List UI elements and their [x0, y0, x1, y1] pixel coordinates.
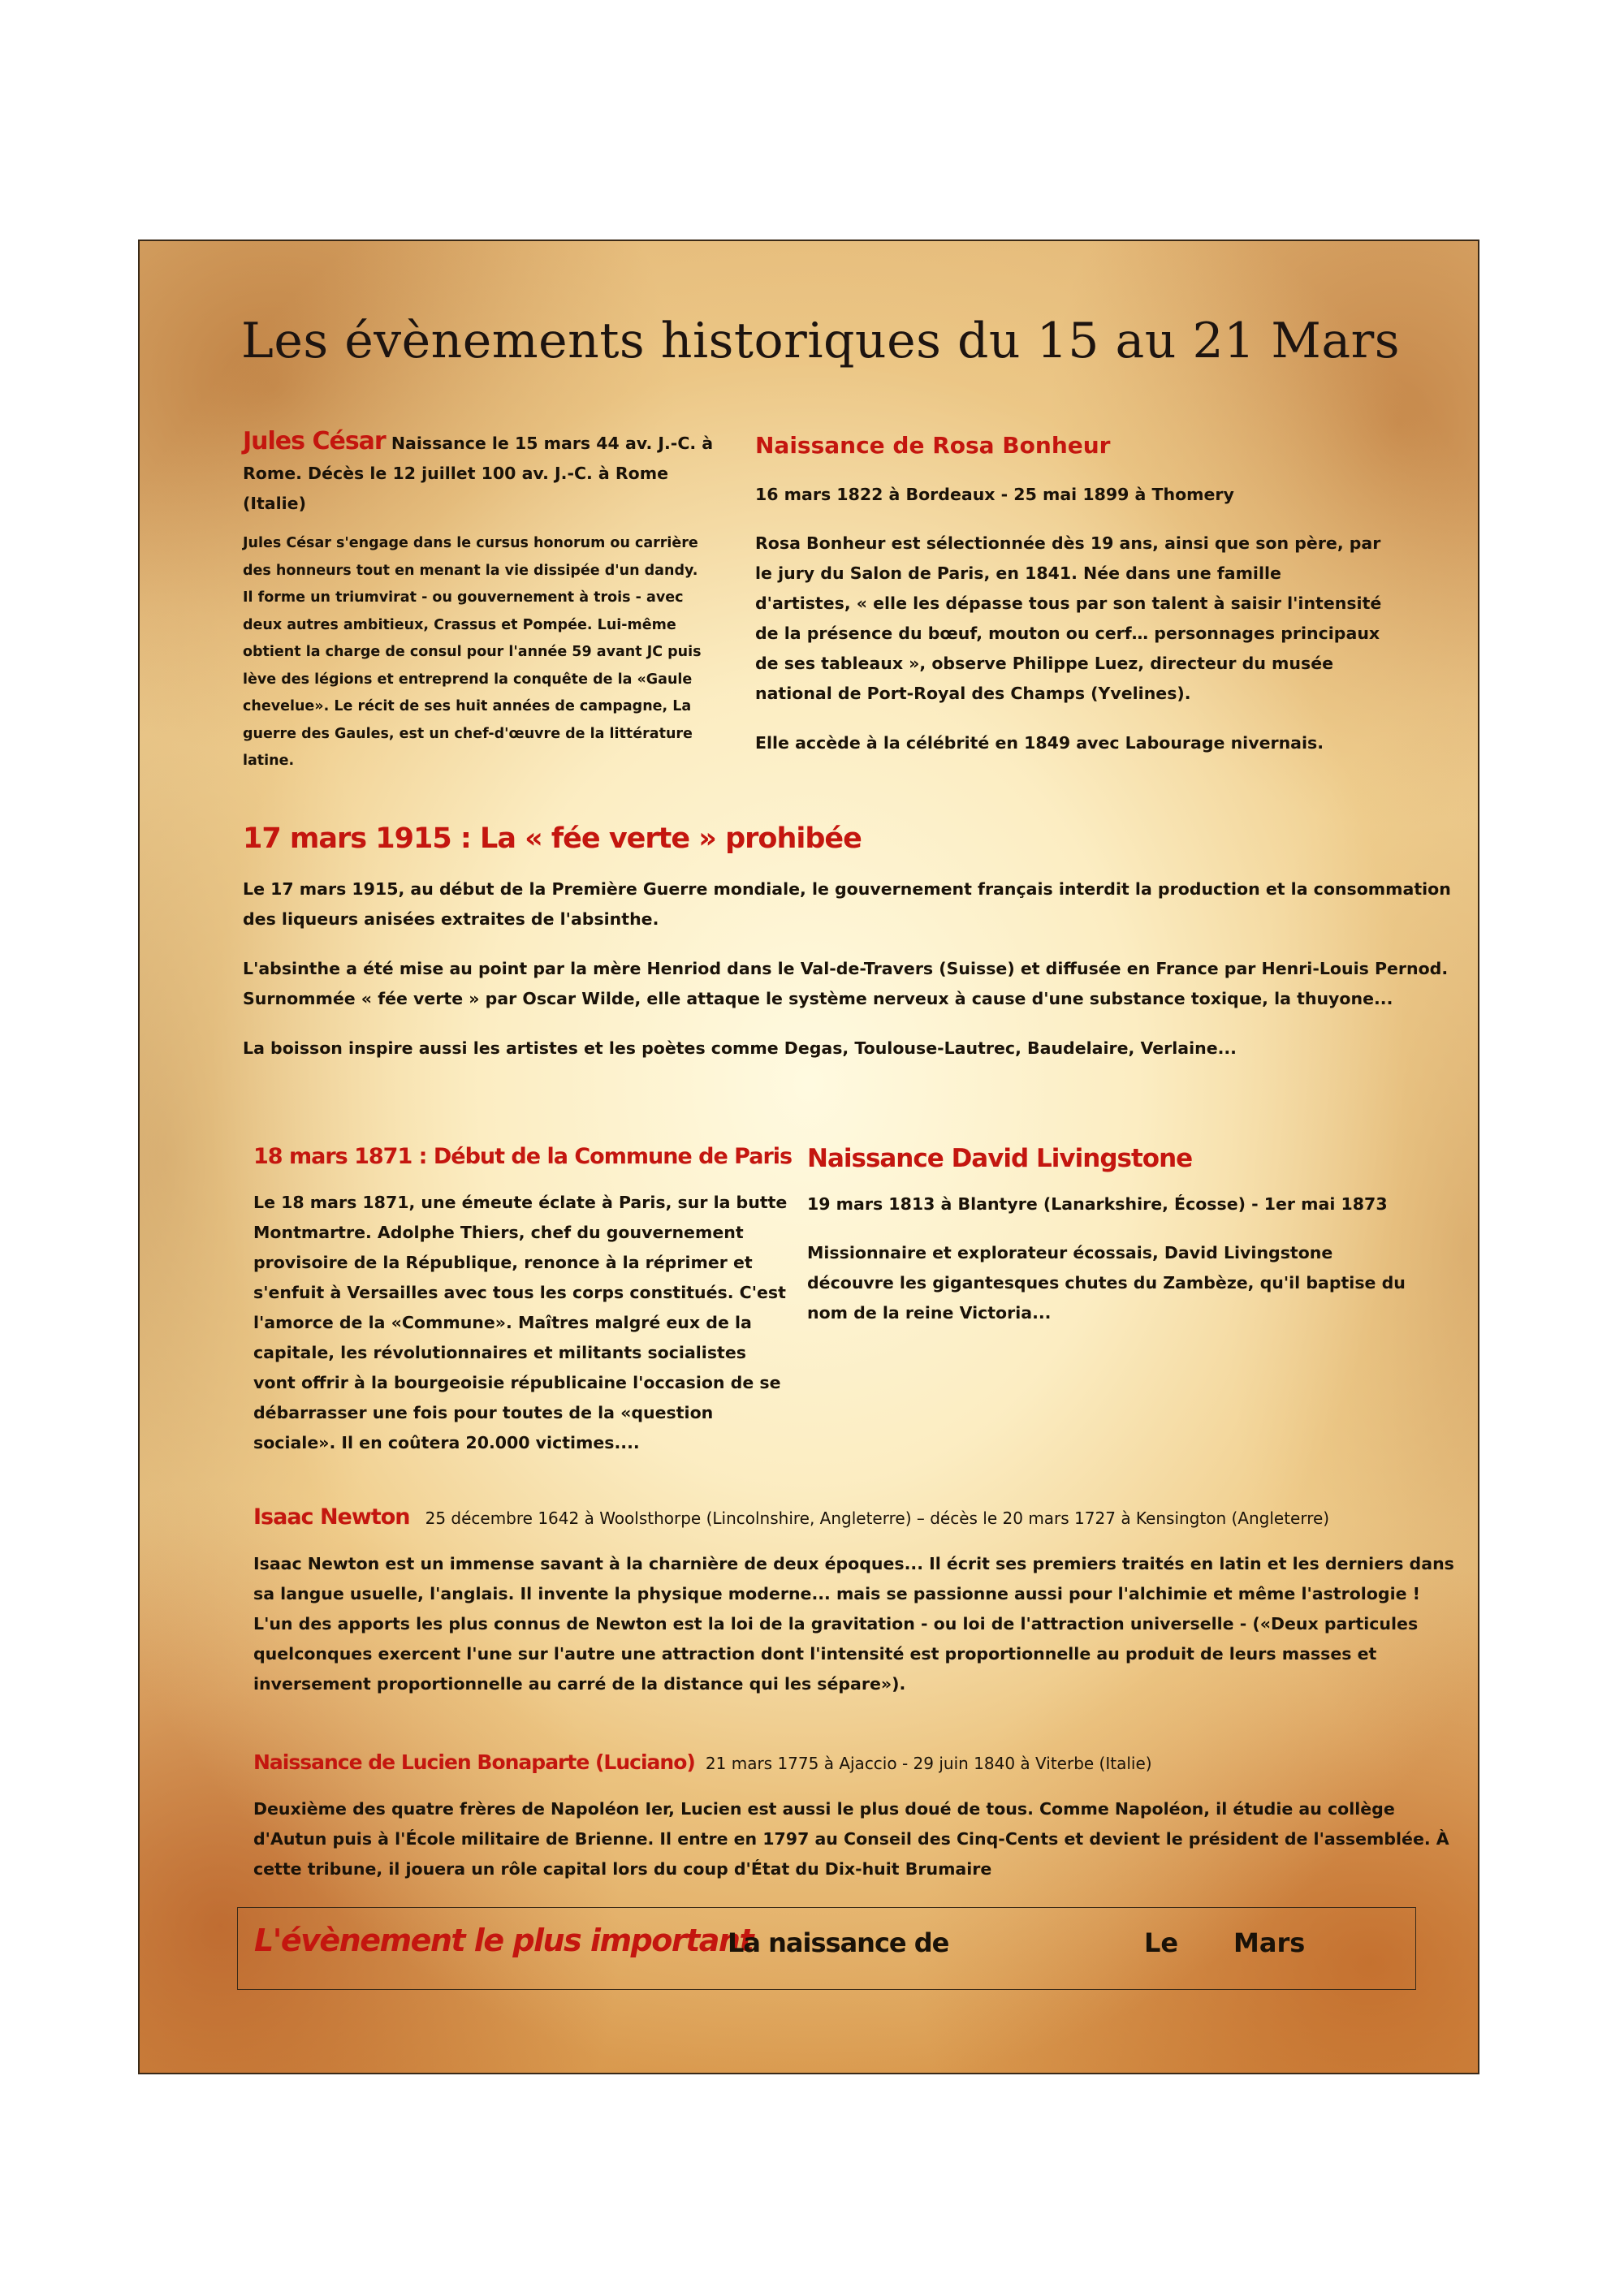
lucien-dates: 21 mars 1775 à Ajaccio - 29 juin 1840 à Viterbe (Italie) — [705, 1754, 1152, 1773]
commune-line: sociale». Il en coûtera 20.000 victimes.... — [253, 1433, 640, 1452]
cesar-line: des honneurs tout en menant la vie dissipée d'un dandy. — [243, 562, 698, 579]
newton-line: inversement proportionnelle au carré de la distance qui les sépare»). — [253, 1674, 906, 1694]
bonheur-extra: Elle accède à la célébrité en 1849 avec Labourage nivernais. — [755, 733, 1324, 753]
cesar-line: latine. — [243, 753, 295, 769]
newton-body — [253, 1549, 1471, 1699]
commune-line: Montmartre. Adolphe Thiers, chef du gouvernement — [253, 1223, 744, 1242]
commune-line: Le 18 mars 1871, une émeute éclate à Paris, sur la butte — [253, 1193, 788, 1212]
absinthe-p2 — [243, 954, 1461, 1014]
bonheur-line: d'artistes, « elle les dépasse tous par son talent à saisir l'intensité — [755, 593, 1382, 613]
cesar-dates-2: Rome. Décès le 12 juillet 100 av. J.-C. à Rome — [243, 464, 669, 483]
newton-line: quelconques exercent l'une sur l'autre une attraction dont l'intensité est proportionnelle au produit de leurs masses et — [253, 1644, 1377, 1664]
parchment-page — [138, 240, 1479, 2074]
cesar-line: obtient la charge de consul pour l'année 59 avant JC puis — [243, 644, 702, 660]
absinthe-p1 — [243, 874, 1461, 934]
commune-line: débarrasser une fois pour toutes de la «question — [253, 1403, 714, 1422]
livingstone-section — [807, 1141, 1424, 1328]
cesar-dates-3: (Italie) — [243, 494, 306, 513]
absinthe-section — [243, 819, 1461, 1064]
cesar-line: Jules César s'engage dans le cursus honorum ou carrière — [243, 535, 698, 551]
answer-prompt: La naissance de — [728, 1927, 949, 1958]
cesar-line: deux autres ambitieux, Crassus et Pompée. Lui-même — [243, 616, 676, 633]
answer-label: L'évènement le plus important — [254, 1923, 754, 1958]
absinthe-line: Le 17 mars 1915, au début de la Première Guerre mondiale, le gouvernement français interdit la production et la consommation — [243, 879, 1451, 899]
cesar-section — [243, 426, 730, 775]
livingstone-body — [807, 1238, 1424, 1328]
commune-line: capitale, les révolutionnaires et militants socialistes — [253, 1343, 746, 1362]
commune-line: s'enfuit à Versailles avec tous les corps constitués. C'est — [253, 1283, 786, 1302]
newton-dates: 25 décembre 1642 à Woolsthorpe (Lincolnshire, Angleterre) – décès le 20 mars 1727 à Kensington (Angleterre) — [425, 1508, 1330, 1528]
bonheur-line: national de Port-Royal des Champs (Yvelines). — [755, 684, 1191, 703]
bonheur-line: de la présence du bœuf, mouton ou cerf… personnages principaux — [755, 624, 1380, 643]
commune-line: provisoire de la République, renonce à la réprimer et — [253, 1253, 753, 1272]
commune-line: l'amorce de la «Commune». Maîtres malgré eux de la — [253, 1313, 752, 1332]
commune-title: 18 mars 1871 : Début de la Commune de Paris — [253, 1144, 793, 1169]
cesar-body — [243, 530, 730, 775]
cesar-line: lève des légions et entreprend la conquête de la «Gaule — [243, 671, 693, 688]
commune-line: vont offrir à la bourgeoisie républicaine l'occasion de se — [253, 1373, 781, 1392]
bonheur-dates: 16 mars 1822 à Bordeaux - 25 mai 1899 à Thomery — [755, 485, 1234, 504]
commune-section — [253, 1141, 793, 1458]
bonheur-line: de ses tableaux », observe Philippe Luez, directeur du musée — [755, 654, 1334, 673]
livingstone-line: nom de la reine Victoria... — [807, 1303, 1052, 1323]
bonheur-body — [755, 529, 1405, 709]
answer-day-label: Le — [1144, 1927, 1179, 1958]
cesar-dates-1: Naissance le 15 mars 44 av. J.-C. à — [391, 434, 714, 453]
cesar-name: Jules César — [243, 427, 386, 455]
lucien-body — [253, 1794, 1471, 1884]
answer-month-label: Mars — [1233, 1927, 1306, 1958]
newton-section — [253, 1500, 1471, 1699]
livingstone-line: Missionnaire et explorateur écossais, David Livingstone — [807, 1243, 1333, 1262]
lucien-line: Deuxième des quatre frères de Napoléon Ier, Lucien est aussi le plus doué de tous. Comme Napoléon, il étudie au collège — [253, 1799, 1395, 1819]
bonheur-line: le jury du Salon de Paris, en 1841. Née dans une famille — [755, 563, 1281, 583]
newton-line: Isaac Newton est un immense savant à la charnière de deux époques... Il écrit ses premiers traités en latin et les derniers dans — [253, 1554, 1454, 1573]
livingstone-line: découvre les gigantesques chutes du Zambèze, qu'il baptise du — [807, 1273, 1406, 1293]
bonheur-section — [755, 429, 1405, 758]
newton-name: Isaac Newton — [253, 1504, 410, 1530]
answer-box[interactable] — [237, 1907, 1416, 1990]
cesar-line: Il forme un triumvirat - ou gouvernement à trois - avec — [243, 589, 684, 606]
commune-body — [253, 1188, 788, 1458]
page-title: Les évènements historiques du 15 au 21 Mars — [241, 313, 1401, 369]
cesar-line: guerre des Gaules, est un chef-d'œuvre de la littérature — [243, 725, 693, 742]
absinthe-line: Surnommée « fée verte » par Oscar Wilde, elle attaque le système nerveux à cause d'une substance toxique, la thuyone... — [243, 989, 1393, 1008]
livingstone-title: Naissance David Livingstone — [807, 1144, 1193, 1173]
absinthe-line: des liqueurs anisées extraites de l'absinthe. — [243, 909, 659, 929]
absinthe-p3: La boisson inspire aussi les artistes et les poètes comme Degas, Toulouse-Lautrec, Baudelaire, Verlaine... — [243, 1038, 1237, 1058]
lucien-line: cette tribune, il jouera un rôle capital lors du coup d'État du Dix-huit Brumaire — [253, 1859, 992, 1879]
newton-line: L'un des apports les plus connus de Newton est la loi de la gravitation - ou loi de l'attraction universelle - («Deux particules — [253, 1614, 1419, 1634]
absinthe-title: 17 mars 1915 : La « fée verte » prohibée — [243, 822, 862, 855]
bonheur-line: Rosa Bonheur est sélectionnée dès 19 ans, ainsi que son père, par — [755, 533, 1381, 553]
bonheur-title: Naissance de Rosa Bonheur — [755, 432, 1111, 459]
livingstone-dates: 19 mars 1813 à Blantyre (Lanarkshire, Écosse) - 1er mai 1873 — [807, 1194, 1388, 1214]
cesar-line: chevelue». Le récit de ses huit années de campagne, La — [243, 698, 692, 714]
absinthe-line: L'absinthe a été mise au point par la mère Henriod dans le Val-de-Travers (Suisse) et diffusée en France par Henri-Louis Pernod. — [243, 959, 1449, 978]
lucien-section — [253, 1745, 1471, 1884]
lucien-line: d'Autun puis à l'École militaire de Brienne. Il entre en 1797 au Conseil des Cinq-Cents et devient le président de l'assemblée. À — [253, 1829, 1449, 1849]
lucien-title: Naissance de Lucien Bonaparte (Luciano) — [253, 1750, 695, 1774]
newton-line: sa langue usuelle, l'anglais. Il invente la physique moderne... mais se passionne aussi pour l'alchimie et même l'astrologie ! — [253, 1584, 1420, 1603]
